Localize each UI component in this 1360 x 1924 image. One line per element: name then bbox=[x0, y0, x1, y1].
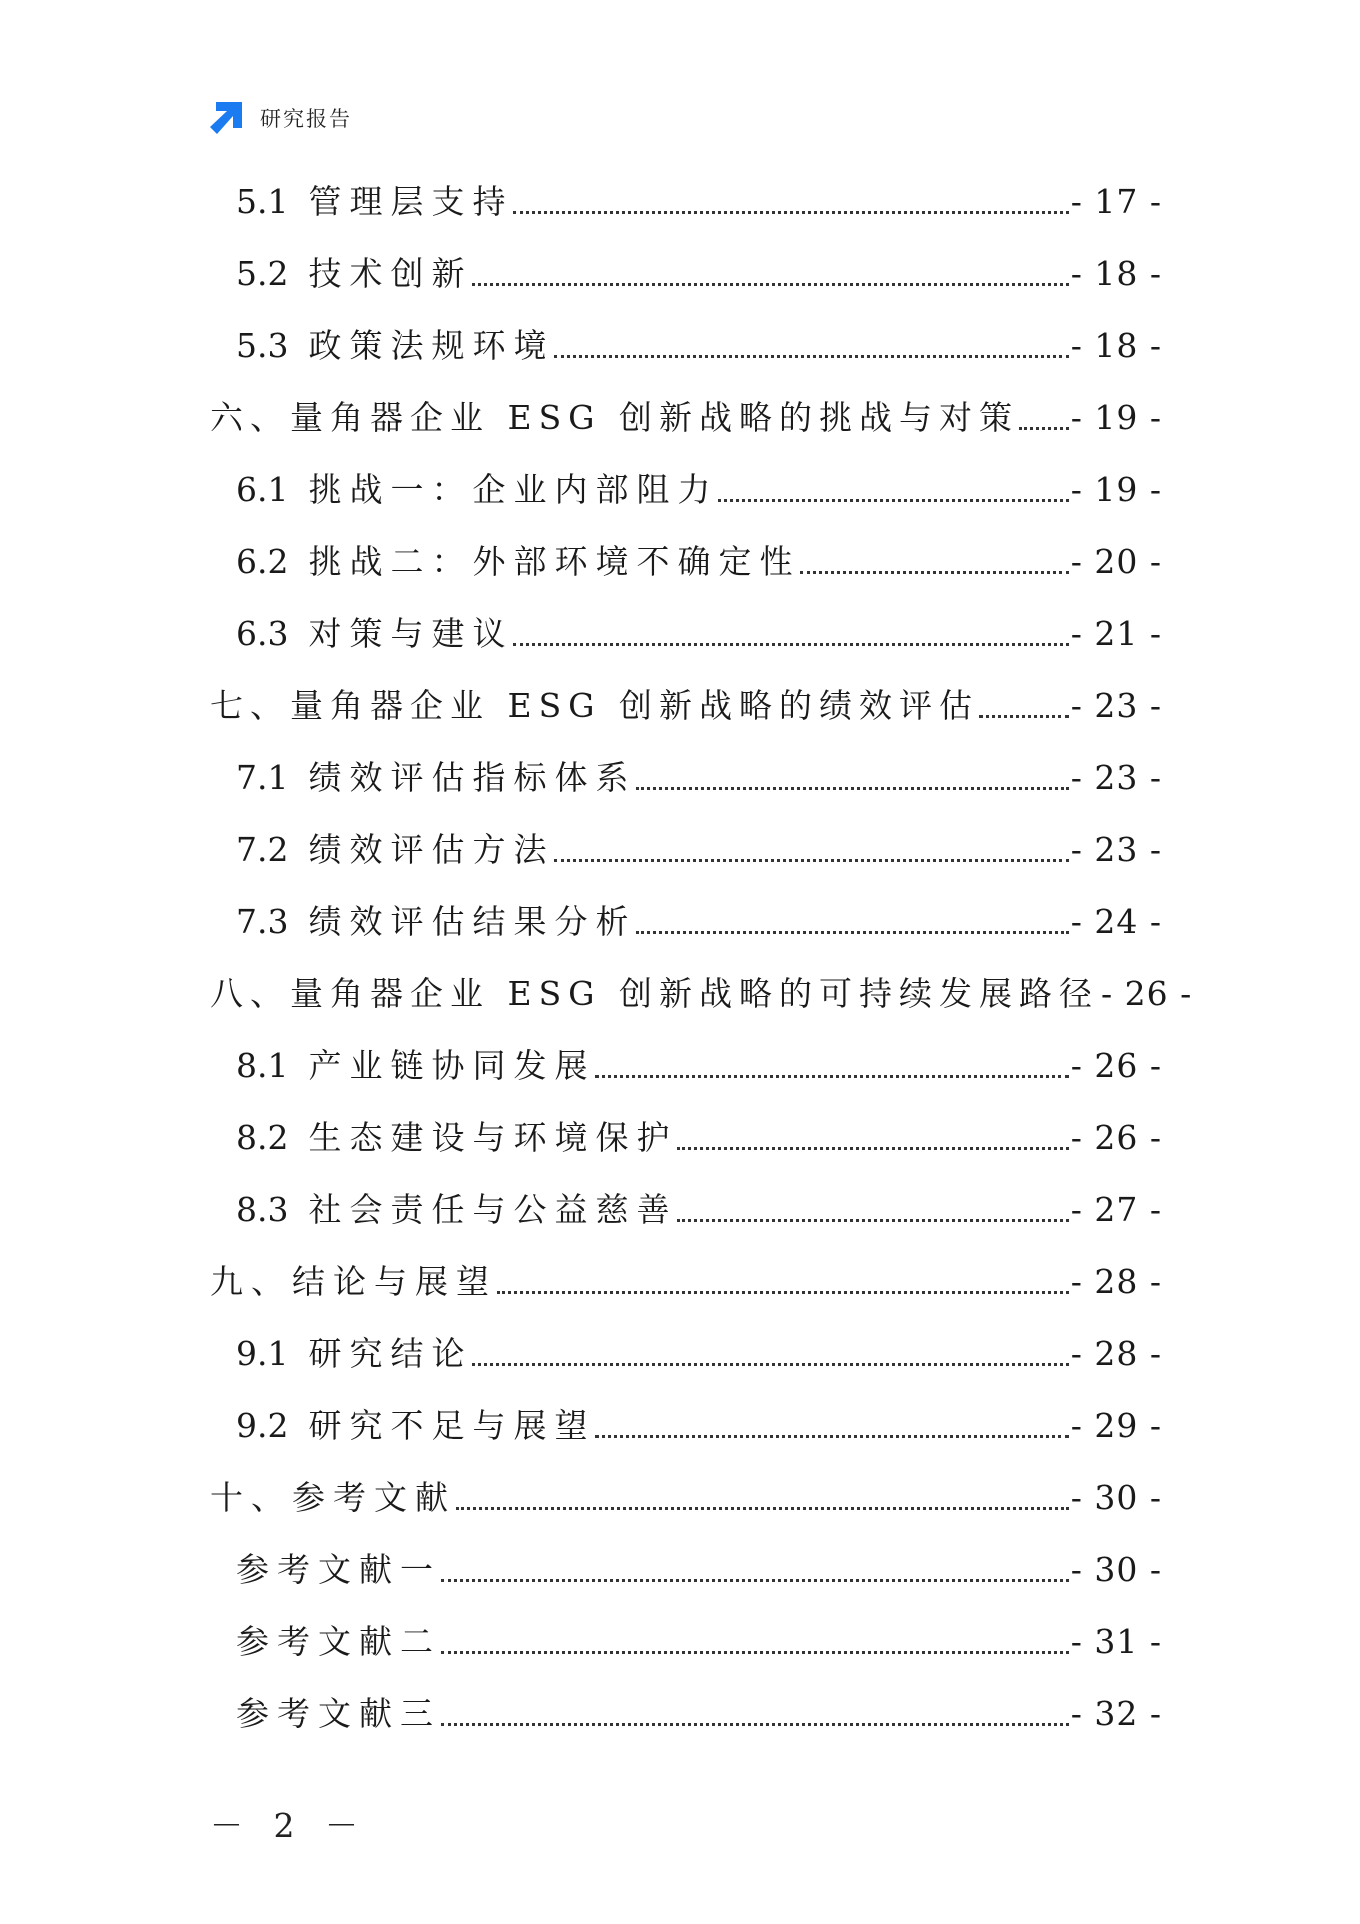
dot-leader bbox=[595, 1435, 1068, 1438]
header-title: 研究报告 bbox=[260, 107, 352, 131]
toc-entry-page: - 23 - bbox=[1070, 830, 1162, 869]
toc-entry-number: 8.1 bbox=[236, 1046, 289, 1085]
toc-entry-page: - 20 - bbox=[1070, 542, 1162, 581]
dot-leader bbox=[554, 355, 1068, 358]
toc-entry-6-2[interactable] bbox=[236, 540, 1162, 584]
toc-entry-title: 社会责任与公益慈善 bbox=[308, 1190, 678, 1229]
toc-entry-chapter-10[interactable] bbox=[210, 1476, 1162, 1520]
toc-entry-page: - 26 - bbox=[1070, 1046, 1162, 1085]
toc-entry-number: 5.2 bbox=[236, 254, 289, 293]
toc-entry-title: 六、量角器企业 ESG 创新战略的挑战与对策 bbox=[210, 398, 1020, 437]
toc-entry-page: - 28 - bbox=[1070, 1262, 1162, 1301]
toc-entry-title: 参考文献一 bbox=[236, 1550, 441, 1589]
toc-entry-title: 政策法规环境 bbox=[308, 326, 555, 365]
toc-entry-chapter-9[interactable] bbox=[210, 1260, 1162, 1304]
toc-entry-page: - 27 - bbox=[1070, 1190, 1162, 1229]
toc-entry-number: 7.1 bbox=[236, 758, 289, 797]
dot-leader bbox=[800, 571, 1068, 574]
dot-leader bbox=[441, 1723, 1069, 1726]
toc-entry-number: 6.1 bbox=[236, 470, 289, 509]
toc-entry-title: 七、量角器企业 ESG 创新战略的绩效评估 bbox=[210, 686, 980, 725]
dot-leader bbox=[497, 1291, 1069, 1294]
toc-entry-number: 9.2 bbox=[236, 1406, 289, 1445]
toc-entry-number: 8.3 bbox=[236, 1190, 289, 1229]
toc-entry-page: - 30 - bbox=[1070, 1550, 1162, 1589]
dot-leader bbox=[1019, 427, 1069, 430]
toc-entry-title: 绩效评估方法 bbox=[308, 830, 555, 869]
toc-entry-chapter-7[interactable] bbox=[210, 684, 1162, 728]
toc-entry-page: - 23 - bbox=[1070, 686, 1162, 725]
toc-entry-title: 绩效评估结果分析 bbox=[308, 902, 637, 941]
dot-leader bbox=[456, 1507, 1069, 1510]
toc-entry-title: 九、结论与展望 bbox=[210, 1262, 497, 1301]
toc-entry-number: 6.2 bbox=[236, 542, 289, 581]
toc-entry-page: - 29 - bbox=[1070, 1406, 1162, 1445]
toc-entry-8-2[interactable] bbox=[236, 1116, 1162, 1160]
toc-entry-title: 生态建设与环境保护 bbox=[308, 1118, 678, 1157]
toc-entry-page: - 32 - bbox=[1070, 1694, 1162, 1733]
toc-entry-title: 管理层支持 bbox=[308, 182, 514, 221]
dot-leader bbox=[472, 283, 1068, 286]
toc-entry-9-1[interactable] bbox=[236, 1332, 1162, 1376]
toc-entry-8-1[interactable] bbox=[236, 1044, 1162, 1088]
toc-entry-reference-1[interactable] bbox=[236, 1548, 1162, 1592]
toc-entry-number: 7.2 bbox=[236, 830, 289, 869]
toc-entry-title: 参考文献三 bbox=[236, 1694, 441, 1733]
dot-leader bbox=[595, 1075, 1068, 1078]
toc-entry-number: 6.3 bbox=[236, 614, 289, 653]
toc-entry-5-1[interactable] bbox=[236, 180, 1162, 224]
dot-leader bbox=[513, 211, 1068, 214]
toc-entry-title: 研究不足与展望 bbox=[308, 1406, 596, 1445]
toc-entry-page: - 26 - bbox=[1101, 974, 1193, 1013]
dot-leader bbox=[636, 787, 1068, 790]
toc-entry-page: - 23 - bbox=[1070, 758, 1162, 797]
toc-entry-chapter-6[interactable] bbox=[210, 396, 1162, 440]
toc-entry-page: - 18 - bbox=[1070, 254, 1162, 293]
toc-entry-title: 绩效评估指标体系 bbox=[308, 758, 637, 797]
dot-leader bbox=[718, 499, 1068, 502]
toc-entry-7-1[interactable] bbox=[236, 756, 1162, 800]
toc-entry-page: - 28 - bbox=[1070, 1334, 1162, 1373]
dot-leader bbox=[677, 1219, 1068, 1222]
toc-entry-7-3[interactable] bbox=[236, 900, 1162, 944]
toc-entry-title: 研究结论 bbox=[308, 1334, 473, 1373]
toc-entry-reference-3[interactable] bbox=[236, 1692, 1162, 1736]
toc-entry-page: - 26 - bbox=[1070, 1118, 1162, 1157]
toc-entry-title: 挑战二：外部环境不确定性 bbox=[308, 542, 801, 581]
toc-entry-7-2[interactable] bbox=[236, 828, 1162, 872]
toc-entry-5-2[interactable] bbox=[236, 252, 1162, 296]
dot-leader bbox=[677, 1147, 1068, 1150]
toc-entry-title: 挑战一：企业内部阻力 bbox=[308, 470, 719, 509]
toc-entry-6-1[interactable] bbox=[236, 468, 1162, 512]
toc-entry-title: 对策与建议 bbox=[308, 614, 514, 653]
dot-leader bbox=[513, 643, 1068, 646]
toc-entry-title: 十、参考文献 bbox=[210, 1478, 456, 1517]
toc-entry-5-3[interactable] bbox=[236, 324, 1162, 368]
toc-entry-chapter-8[interactable] bbox=[210, 972, 1193, 1016]
toc-entry-6-3[interactable] bbox=[236, 612, 1162, 656]
dot-leader bbox=[472, 1363, 1068, 1366]
toc-entry-number: 9.1 bbox=[236, 1334, 289, 1373]
toc-entry-page: - 17 - bbox=[1070, 182, 1162, 221]
dot-leader bbox=[441, 1579, 1069, 1582]
toc-entry-page: - 24 - bbox=[1070, 902, 1162, 941]
toc-entry-page: - 21 - bbox=[1070, 614, 1162, 653]
toc-entry-page: - 18 - bbox=[1070, 326, 1162, 365]
toc-entry-number: 5.3 bbox=[236, 326, 289, 365]
toc-entry-number: 8.2 bbox=[236, 1118, 289, 1157]
toc-entry-page: - 30 - bbox=[1070, 1478, 1162, 1517]
toc-entry-title: 八、量角器企业 ESG 创新战略的可持续发展路径 bbox=[210, 974, 1100, 1013]
toc-entry-page: - 31 - bbox=[1070, 1622, 1162, 1661]
toc-entry-title: 参考文献二 bbox=[236, 1622, 441, 1661]
dot-leader bbox=[441, 1651, 1069, 1654]
toc-entry-title: 产业链协同发展 bbox=[308, 1046, 596, 1085]
dot-leader bbox=[979, 715, 1069, 718]
dot-leader bbox=[636, 931, 1068, 934]
toc-entry-page: - 19 - bbox=[1070, 470, 1162, 509]
dot-leader bbox=[554, 859, 1068, 862]
page-number-footer: － 2 － bbox=[210, 1806, 368, 1845]
toc-entry-number: 7.3 bbox=[236, 902, 289, 941]
toc-entry-reference-2[interactable] bbox=[236, 1620, 1162, 1664]
toc-entry-9-2[interactable] bbox=[236, 1404, 1162, 1448]
toc-entry-page: - 19 - bbox=[1070, 398, 1162, 437]
toc-entry-8-3[interactable] bbox=[236, 1188, 1162, 1232]
toc-entry-number: 5.1 bbox=[236, 182, 289, 221]
toc-entry-title: 技术创新 bbox=[308, 254, 473, 293]
